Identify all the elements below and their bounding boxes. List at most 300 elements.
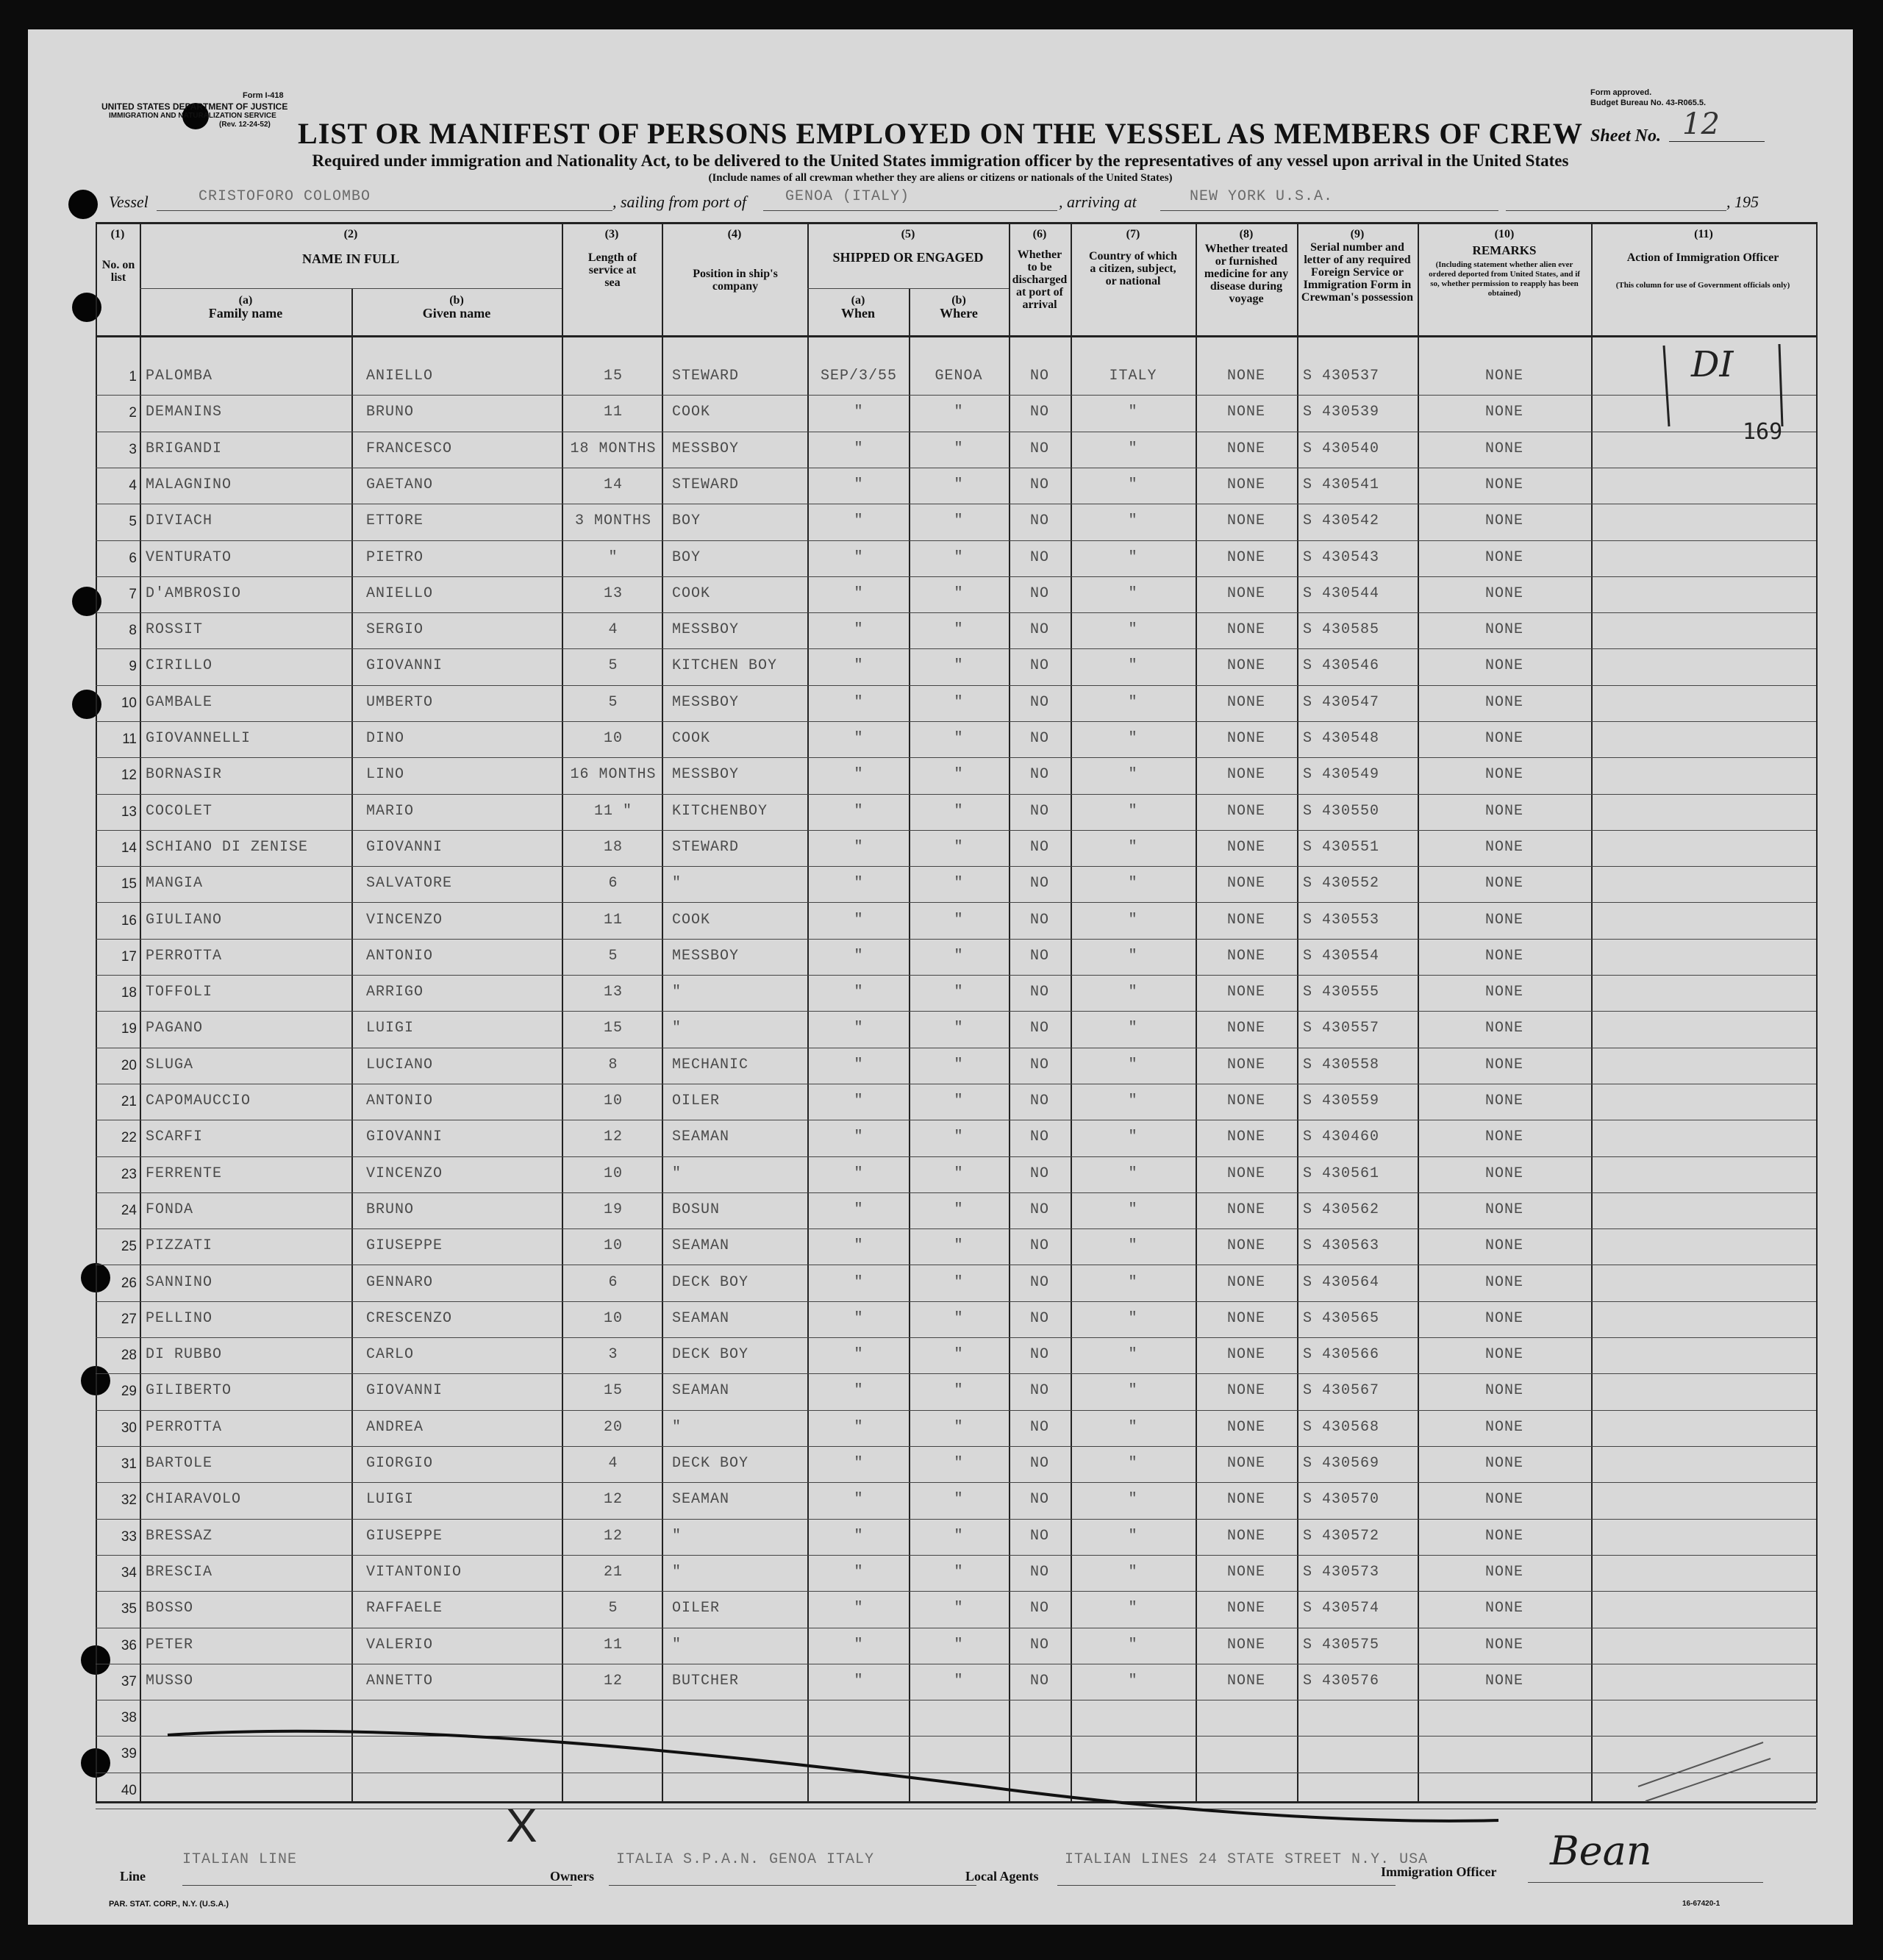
- row-number: 27: [121, 1312, 137, 1327]
- serial-number-cell: S 430572: [1303, 1528, 1380, 1545]
- shipped-when-cell: ": [854, 1346, 864, 1363]
- given-name-cell: SALVATORE: [366, 875, 453, 892]
- medicine-cell: NONE: [1226, 1237, 1265, 1254]
- remarks-cell: NONE: [1484, 1056, 1523, 1073]
- service-length-cell: 18 MONTHS: [570, 440, 657, 457]
- given-name-cell: FRANCESCO: [366, 440, 453, 457]
- family-name-cell: MUSSO: [146, 1673, 194, 1689]
- col4-header: Position in ship's company: [693, 268, 778, 293]
- position-cell: MESSBOY: [672, 621, 740, 638]
- discharged-cell: NO: [1029, 766, 1049, 783]
- line-name: ITALIAN LINE: [182, 1851, 298, 1868]
- local-agents-label: Local Agents: [965, 1869, 1039, 1884]
- discharged-cell: NO: [1029, 1056, 1049, 1073]
- col5b-number: (b): [951, 294, 966, 307]
- col9-header: Serial number and letter of any required Foreign Service or Immigration Form in Crewman's possession: [1301, 241, 1414, 304]
- country-cell: ": [1128, 1056, 1138, 1073]
- discharged-cell: NO: [1029, 1165, 1049, 1182]
- shipped-when-cell: ": [854, 1092, 864, 1109]
- given-name-cell: GIOVANNI: [366, 1129, 443, 1145]
- country-cell: ": [1128, 1129, 1138, 1145]
- remarks-cell: NONE: [1484, 766, 1523, 783]
- medicine-cell: NONE: [1226, 1201, 1265, 1218]
- country-cell: ": [1128, 803, 1138, 820]
- given-name-cell: ANIELLO: [366, 585, 434, 602]
- country-cell: ": [1128, 730, 1138, 747]
- shipped-where-cell: ": [954, 1020, 964, 1037]
- shipped-where-cell: ": [954, 585, 964, 602]
- serial-number-cell: S 430554: [1303, 948, 1380, 965]
- row-number: 13: [121, 804, 137, 820]
- position-cell: ": [672, 1165, 682, 1182]
- service-length-cell: 8: [608, 1056, 618, 1073]
- footer-line: [182, 1885, 572, 1886]
- service-length-cell: 3 MONTHS: [574, 512, 651, 529]
- discharged-cell: NO: [1029, 1310, 1049, 1327]
- discharged-cell: NO: [1029, 803, 1049, 820]
- serial-number-cell: S 430570: [1303, 1491, 1380, 1508]
- owners-name: ITALIA S.P.A.N. GENOA ITALY: [616, 1851, 875, 1868]
- country-cell: ": [1128, 476, 1138, 493]
- position-cell: BUTCHER: [672, 1673, 740, 1689]
- given-name-cell: GIOVANNI: [366, 657, 443, 674]
- country-cell: ": [1128, 875, 1138, 892]
- shipped-where-cell: ": [954, 1274, 964, 1291]
- family-name-cell: GILIBERTO: [146, 1382, 232, 1399]
- shipped-where-cell: ": [954, 1165, 964, 1182]
- position-cell: COOK: [672, 404, 711, 421]
- row-number: 6: [129, 551, 137, 566]
- row-number: 2: [129, 405, 137, 421]
- shipped-where-cell: ": [954, 694, 964, 711]
- discharged-cell: NO: [1029, 440, 1049, 457]
- budget-bureau-no: Budget Bureau No. 43-R065.5.: [1590, 99, 1707, 107]
- service-length-cell: 21: [603, 1564, 623, 1581]
- country-cell: ": [1128, 1237, 1138, 1254]
- given-name-cell: VALERIO: [366, 1637, 434, 1653]
- serial-number-cell: S 430460: [1303, 1129, 1380, 1145]
- shipped-when-cell: ": [854, 1673, 864, 1689]
- remarks-cell: NONE: [1484, 549, 1523, 566]
- shipped-where-cell: ": [954, 1382, 964, 1399]
- year-label: , 195: [1726, 193, 1759, 211]
- shipped-where-cell: ": [954, 1237, 964, 1254]
- country-cell: ": [1128, 657, 1138, 674]
- serial-number-cell: S 430548: [1303, 730, 1380, 747]
- serial-number-cell: S 430541: [1303, 476, 1380, 493]
- service-length-cell: 20: [603, 1419, 623, 1436]
- discharged-cell: NO: [1029, 657, 1049, 674]
- position-cell: ": [672, 875, 682, 892]
- family-name-cell: CHIARAVOLO: [146, 1491, 242, 1508]
- family-name-cell: PERROTTA: [146, 1419, 223, 1436]
- family-name-cell: D'AMBROSIO: [146, 585, 242, 602]
- given-name-cell: GIUSEPPE: [366, 1528, 443, 1545]
- row-number: 26: [121, 1276, 137, 1291]
- service-name: IMMIGRATION AND NATURALIZATION SERVICE: [109, 112, 276, 120]
- family-name-cell: GIOVANNELLI: [146, 730, 251, 747]
- shipped-when-cell: ": [854, 694, 864, 711]
- country-cell: ": [1128, 512, 1138, 529]
- family-name-cell: CIRILLO: [146, 657, 213, 674]
- remarks-cell: NONE: [1484, 1129, 1523, 1145]
- position-cell: SEAMAN: [672, 1382, 730, 1399]
- family-name-cell: DI RUBBO: [146, 1346, 223, 1363]
- position-cell: COOK: [672, 585, 711, 602]
- sailing-label: , sailing from port of: [612, 193, 746, 211]
- owners-label: Owners: [550, 1869, 594, 1884]
- medicine-cell: NONE: [1226, 766, 1265, 783]
- owners-underline: [609, 1885, 976, 1886]
- given-name-cell: ANDREA: [366, 1419, 424, 1436]
- shipped-where-cell: ": [954, 1346, 964, 1363]
- discharged-cell: NO: [1029, 1092, 1049, 1109]
- col1-header: No. on list: [101, 259, 135, 284]
- row-number: 23: [121, 1167, 137, 1182]
- shipped-when-cell: ": [854, 1237, 864, 1254]
- serial-number-cell: S 430561: [1303, 1165, 1380, 1182]
- given-name-cell: GENNARO: [366, 1274, 434, 1291]
- given-name-cell: LUIGI: [366, 1491, 415, 1508]
- serial-number-cell: S 430576: [1303, 1673, 1380, 1689]
- sheet-label: Sheet No.: [1590, 126, 1661, 146]
- col11-header: Action of Immigration Officer: [1626, 251, 1779, 264]
- service-length-cell: 5: [608, 694, 618, 711]
- form-revision: (Rev. 12-24-52): [219, 121, 271, 129]
- form-subtitle: Required under immigration and Nationality Act, to be delivered to the United States immigration officer by the representatives of any vessel upon arrival in the United States: [312, 151, 1569, 170]
- country-cell: ": [1128, 1637, 1138, 1653]
- given-name-cell: CARLO: [366, 1346, 415, 1363]
- discharged-cell: NO: [1029, 1564, 1049, 1581]
- col10-number: (10): [1494, 228, 1515, 240]
- discharged-cell: NO: [1029, 1455, 1049, 1472]
- col1-number: (1): [110, 228, 125, 240]
- service-length-cell: 3: [608, 1346, 618, 1363]
- remarks-cell: NONE: [1484, 1092, 1523, 1109]
- shipped-when-cell: ": [854, 1528, 864, 1545]
- row-number: 24: [121, 1203, 137, 1218]
- row-number: 22: [121, 1130, 137, 1145]
- serial-number-cell: S 430547: [1303, 694, 1380, 711]
- position-cell: DECK BOY: [672, 1346, 749, 1363]
- serial-number-cell: S 430551: [1303, 839, 1380, 856]
- discharged-cell: NO: [1029, 1201, 1049, 1218]
- row-number: 7: [129, 587, 137, 602]
- family-name-cell: SCARFI: [146, 1129, 204, 1145]
- medicine-cell: NONE: [1226, 1274, 1265, 1291]
- position-cell: OILER: [672, 1092, 721, 1109]
- discharged-cell: NO: [1029, 1382, 1049, 1399]
- medicine-cell: NONE: [1226, 730, 1265, 747]
- shipped-where-cell: ": [954, 549, 964, 566]
- position-cell: SEAMAN: [672, 1491, 730, 1508]
- serial-number-cell: S 430550: [1303, 803, 1380, 820]
- country-cell: ITALY: [1109, 368, 1157, 385]
- form-subnote: (Include names of all crewman whether they are aliens or citizens or nationals of the United States): [708, 172, 1173, 184]
- discharged-cell: NO: [1029, 1020, 1049, 1037]
- medicine-cell: NONE: [1226, 694, 1265, 711]
- family-name-cell: GIULIANO: [146, 912, 223, 929]
- serial-number-cell: S 430563: [1303, 1237, 1380, 1254]
- medicine-cell: NONE: [1226, 948, 1265, 965]
- position-cell: ": [672, 1020, 682, 1037]
- shipped-when-cell: ": [854, 803, 864, 820]
- discharged-cell: NO: [1029, 1274, 1049, 1291]
- remarks-cell: NONE: [1484, 621, 1523, 638]
- family-name-cell: PIZZATI: [146, 1237, 213, 1254]
- family-name-cell: SLUGA: [146, 1056, 194, 1073]
- position-cell: COOK: [672, 730, 711, 747]
- medicine-cell: NONE: [1226, 1020, 1265, 1037]
- shipped-where-cell: ": [954, 1600, 964, 1617]
- row-number: 14: [121, 840, 137, 856]
- shipped-where-cell: ": [954, 803, 964, 820]
- remarks-cell: NONE: [1484, 948, 1523, 965]
- remarks-cell: NONE: [1484, 694, 1523, 711]
- shipped-where-cell: ": [954, 875, 964, 892]
- shipped-when-cell: ": [854, 1382, 864, 1399]
- country-cell: ": [1128, 1564, 1138, 1581]
- row-number: 10: [121, 695, 137, 711]
- row-number: 36: [121, 1638, 137, 1653]
- service-length-cell: 5: [608, 948, 618, 965]
- medicine-cell: NONE: [1226, 368, 1265, 385]
- shipped-when-cell: ": [854, 839, 864, 856]
- country-cell: ": [1128, 1673, 1138, 1689]
- row-number: 40: [121, 1783, 137, 1798]
- remarks-cell: NONE: [1484, 1491, 1523, 1508]
- serial-number-cell: S 430542: [1303, 512, 1380, 529]
- row-number: 4: [129, 478, 137, 493]
- remarks-cell: NONE: [1484, 404, 1523, 421]
- col5-header: SHIPPED OR ENGAGED: [832, 250, 984, 265]
- serial-number-cell: S 430562: [1303, 1201, 1380, 1218]
- row-number: 1: [129, 369, 137, 385]
- col5b-header: Where: [940, 306, 978, 321]
- row-number: 28: [121, 1348, 137, 1363]
- service-length-cell: 13: [603, 585, 623, 602]
- shipped-where-cell: ": [954, 1419, 964, 1436]
- given-name-cell: RAFFAELE: [366, 1600, 443, 1617]
- shipped-where-cell: ": [954, 984, 964, 1001]
- remarks-cell: NONE: [1484, 984, 1523, 1001]
- medicine-cell: NONE: [1226, 440, 1265, 457]
- medicine-cell: NONE: [1226, 1092, 1265, 1109]
- discharged-cell: NO: [1029, 875, 1049, 892]
- serial-number-cell: S 430540: [1303, 440, 1380, 457]
- discharged-cell: NO: [1029, 839, 1049, 856]
- position-cell: SEAMAN: [672, 1129, 730, 1145]
- shipped-when-cell: ": [854, 512, 864, 529]
- service-length-cell: 12: [603, 1528, 623, 1545]
- family-name-cell: DIVIACH: [146, 512, 213, 529]
- serial-number-cell: S 430546: [1303, 657, 1380, 674]
- discharged-cell: NO: [1029, 1237, 1049, 1254]
- row-number: 3: [129, 442, 137, 457]
- given-name-cell: ANTONIO: [366, 948, 434, 965]
- remarks-cell: NONE: [1484, 1419, 1523, 1436]
- given-name-cell: VINCENZO: [366, 1165, 443, 1182]
- family-name-cell: ROSSIT: [146, 621, 204, 638]
- sheet-number: 12: [1682, 107, 1720, 141]
- given-name-cell: LINO: [366, 766, 405, 783]
- row-number: 35: [121, 1601, 137, 1617]
- service-length-cell: 5: [608, 1600, 618, 1617]
- discharged-cell: NO: [1029, 368, 1049, 385]
- position-cell: OILER: [672, 1600, 721, 1617]
- medicine-cell: NONE: [1226, 657, 1265, 674]
- remarks-cell: NONE: [1484, 585, 1523, 602]
- shipped-when-cell: ": [854, 1310, 864, 1327]
- service-length-cell: 4: [608, 621, 618, 638]
- col6-header: Whether to be discharged at port of arrival: [1012, 248, 1068, 311]
- serial-number-cell: S 430573: [1303, 1564, 1380, 1581]
- shipped-when-cell: ": [854, 912, 864, 929]
- given-name-cell: BRUNO: [366, 404, 415, 421]
- country-cell: ": [1128, 1528, 1138, 1545]
- x-mark: X: [506, 1799, 537, 1852]
- col7-header: Country of which a citizen, subject, or national: [1088, 250, 1177, 287]
- serial-number-cell: S 430566: [1303, 1346, 1380, 1363]
- shipped-when-cell: SEP/3/55: [820, 368, 897, 385]
- service-length-cell: 15: [603, 368, 623, 385]
- discharged-cell: NO: [1029, 912, 1049, 929]
- family-name-cell: MALAGNINO: [146, 476, 232, 493]
- given-name-cell: UMBERTO: [366, 694, 434, 711]
- shipped-when-cell: ": [854, 1129, 864, 1145]
- row-number: 30: [121, 1420, 137, 1436]
- line-label: Line: [120, 1869, 146, 1884]
- vessel-label: Vessel: [109, 193, 149, 211]
- remarks-cell: NONE: [1484, 1564, 1523, 1581]
- medicine-cell: NONE: [1226, 621, 1265, 638]
- col2-header: NAME IN FULL: [301, 251, 399, 266]
- family-name-cell: DEMANINS: [146, 404, 223, 421]
- country-cell: ": [1128, 839, 1138, 856]
- discharged-cell: NO: [1029, 1528, 1049, 1545]
- service-length-cell: 11 ": [593, 803, 632, 820]
- discharged-cell: NO: [1029, 404, 1049, 421]
- family-name-cell: GAMBALE: [146, 694, 213, 711]
- shipped-where-cell: ": [954, 839, 964, 856]
- form-code: 16-67420-1: [1682, 1900, 1721, 1908]
- service-length-cell: 15: [603, 1020, 623, 1037]
- discharged-cell: NO: [1029, 694, 1049, 711]
- remarks-cell: NONE: [1484, 839, 1523, 856]
- service-length-cell: 13: [603, 984, 623, 1001]
- discharged-cell: NO: [1029, 512, 1049, 529]
- medicine-cell: NONE: [1226, 585, 1265, 602]
- service-length-cell: 18: [603, 839, 623, 856]
- country-cell: ": [1128, 1020, 1138, 1037]
- col2a-header: Family name: [208, 306, 283, 321]
- family-name-cell: CAPOMAUCCIO: [146, 1092, 251, 1109]
- remarks-cell: NONE: [1484, 368, 1523, 385]
- medicine-cell: NONE: [1226, 1564, 1265, 1581]
- family-name-cell: FONDA: [146, 1201, 194, 1218]
- remarks-cell: NONE: [1484, 1237, 1523, 1254]
- remarks-cell: NONE: [1484, 875, 1523, 892]
- remarks-cell: NONE: [1484, 440, 1523, 457]
- discharged-cell: NO: [1029, 1419, 1049, 1436]
- given-name-cell: ANIELLO: [366, 368, 434, 385]
- port-of-arrival: NEW YORK U.S.A.: [1190, 188, 1334, 205]
- service-length-cell: 10: [603, 1237, 623, 1254]
- given-name-cell: GIOVANNI: [366, 1382, 443, 1399]
- form-title: LIST OR MANIFEST OF PERSONS EMPLOYED ON THE VESSEL AS MEMBERS OF CREW: [298, 117, 1583, 150]
- shipped-when-cell: ": [854, 1274, 864, 1291]
- given-name-cell: SERGIO: [366, 621, 424, 638]
- serial-number-cell: S 430544: [1303, 585, 1380, 602]
- country-cell: ": [1128, 1491, 1138, 1508]
- medicine-cell: NONE: [1226, 1455, 1265, 1472]
- country-cell: ": [1128, 1201, 1138, 1218]
- shipped-when-cell: ": [854, 1637, 864, 1653]
- serial-number-cell: S 430537: [1303, 368, 1380, 385]
- local-agents-name: ITALIAN LINES 24 STATE STREET N.Y. USA: [1065, 1851, 1429, 1868]
- remarks-cell: NONE: [1484, 1382, 1523, 1399]
- remarks-cell: NONE: [1484, 1310, 1523, 1327]
- row-number: 29: [121, 1384, 137, 1399]
- discharged-cell: NO: [1029, 730, 1049, 747]
- printer-credit: PAR. STAT. CORP., N.Y. (U.S.A.): [109, 1900, 229, 1909]
- discharged-cell: NO: [1029, 549, 1049, 566]
- service-length-cell: 10: [603, 1165, 623, 1182]
- position-cell: BOSUN: [672, 1201, 721, 1218]
- family-name-cell: BRESSAZ: [146, 1528, 213, 1545]
- country-cell: ": [1128, 1382, 1138, 1399]
- shipped-when-cell: ": [854, 1600, 864, 1617]
- col5-number: (5): [901, 228, 915, 240]
- row-number: 19: [121, 1021, 137, 1037]
- shipped-where-cell: ": [954, 948, 964, 965]
- shipped-where-cell: GENOA: [935, 368, 983, 385]
- service-length-cell: 4: [608, 1455, 618, 1472]
- medicine-cell: NONE: [1226, 1528, 1265, 1545]
- shipped-where-cell: ": [954, 1491, 964, 1508]
- country-cell: ": [1128, 1165, 1138, 1182]
- agents-underline: [1057, 1885, 1396, 1886]
- remarks-cell: NONE: [1484, 657, 1523, 674]
- family-name-cell: PELLINO: [146, 1310, 213, 1327]
- given-name-cell: VINCENZO: [366, 912, 443, 929]
- col11-number: (11): [1694, 228, 1713, 240]
- family-name-cell: MANGIA: [146, 875, 204, 892]
- shipped-when-cell: ": [854, 1419, 864, 1436]
- position-cell: SEAMAN: [672, 1310, 730, 1327]
- position-cell: STEWARD: [672, 368, 740, 385]
- serial-number-cell: S 430539: [1303, 404, 1380, 421]
- row-number: 34: [121, 1565, 137, 1581]
- medicine-cell: NONE: [1226, 1382, 1265, 1399]
- col7-number: (7): [1126, 228, 1140, 240]
- serial-number-cell: S 430567: [1303, 1382, 1380, 1399]
- shipped-when-cell: ": [854, 404, 864, 421]
- medicine-cell: NONE: [1226, 476, 1265, 493]
- shipped-where-cell: ": [954, 404, 964, 421]
- given-name-cell: LUCIANO: [366, 1056, 434, 1073]
- position-cell: MESSBOY: [672, 766, 740, 783]
- shipped-when-cell: ": [854, 875, 864, 892]
- row-number: 37: [121, 1674, 137, 1689]
- shipped-where-cell: ": [954, 1673, 964, 1689]
- remarks-cell: NONE: [1484, 512, 1523, 529]
- col10-header: REMARKS: [1472, 243, 1537, 257]
- family-name-cell: BOSSO: [146, 1600, 194, 1617]
- serial-number-cell: S 430555: [1303, 984, 1380, 1001]
- family-name-cell: BRIGANDI: [146, 440, 223, 457]
- service-length-cell: 12: [603, 1673, 623, 1689]
